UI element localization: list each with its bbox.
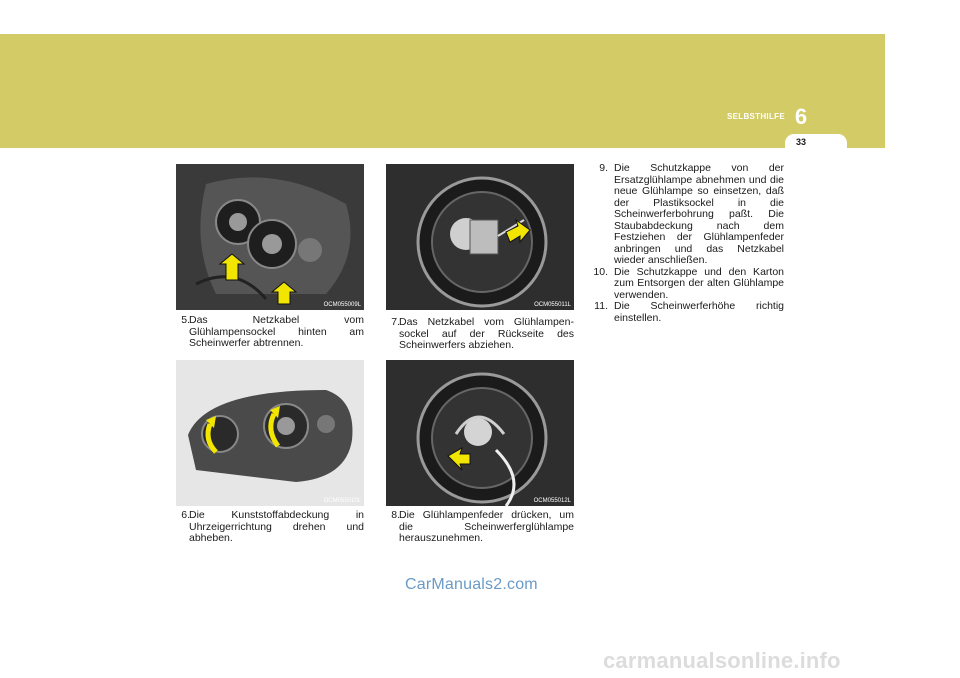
headlamp-cover-illustration: [176, 360, 364, 506]
header-band: [0, 34, 885, 148]
step-9: [592, 163, 784, 267]
figure-plastic-cover-rotation: [176, 360, 364, 506]
step-number: 6.: [181, 509, 190, 521]
figure-code: OCM055010L: [323, 498, 361, 504]
figure-code: OCM055009L: [323, 302, 361, 308]
step-number: 9.: [599, 162, 608, 174]
step-number: 11.: [594, 300, 608, 312]
step-text: Das Netzkabel vom Glühlampensockel hinten am Scheinwerfer abtrennen.: [189, 314, 364, 349]
chapter-label: SELBSTHILFE: [727, 112, 785, 121]
watermark-carmanualsonline: carmanualsonline.info: [603, 648, 841, 673]
step-text: Die Schutzkappe von der Ersatzglühlampe abnehmen und die neue Glühlampe so einsetzen, daß der Plastiksockel in die Scheinwerferbohrung paßt. Die Staubabdeckung nach dem Festziehen der Glühlampenfeder anbringen und das Netzkabel wieder anschließen.: [614, 162, 784, 266]
headlamp-rear-illustration: [176, 164, 364, 310]
step-10: [592, 267, 784, 302]
bulb-spring-illustration: [386, 360, 574, 506]
chapter-number: 6: [794, 104, 808, 129]
step-11: [592, 301, 784, 324]
step-6: [176, 510, 364, 545]
step-number: 8.: [391, 509, 400, 521]
step-text: Das Netzkabel vom Glühlampen-sockel auf der Rückseite des Scheinwerfers abziehen.: [399, 316, 574, 351]
figure-bulb-spring-release: [386, 360, 574, 506]
bulb-socket-illustration: [386, 164, 574, 310]
step-text: Die Glühlampenfeder drücken, um die Scheinwerferglühlampe herauszunehmen.: [399, 509, 574, 544]
instructions-column-right: [592, 163, 784, 324]
step-number: 10.: [593, 265, 608, 278]
step-text: Die Schutzkappe und den Karton zum Entsorgen der alten Glühlampe verwenden.: [614, 265, 784, 301]
page-number: 33: [795, 137, 806, 147]
step-number: 7.: [391, 316, 400, 328]
step-7: [386, 317, 574, 352]
figure-code: OCM055011L: [534, 302, 571, 308]
figure-headlamp-rear-connector: [176, 164, 364, 310]
step-number: 5.: [181, 314, 190, 326]
figure-code: OCM055012L: [533, 498, 571, 504]
step-8: [386, 510, 574, 545]
step-text: Die Kunststoffabdeckung in Uhrzeigerrichtung drehen und abheben.: [189, 509, 364, 544]
figure-bulb-socket-connector: [386, 164, 574, 310]
step-5: [176, 315, 364, 350]
step-text: Die Scheinwerferhöhe richtig einstellen.: [614, 300, 784, 324]
watermark-carmanuals2[interactable]: CarManuals2.com: [405, 576, 538, 593]
